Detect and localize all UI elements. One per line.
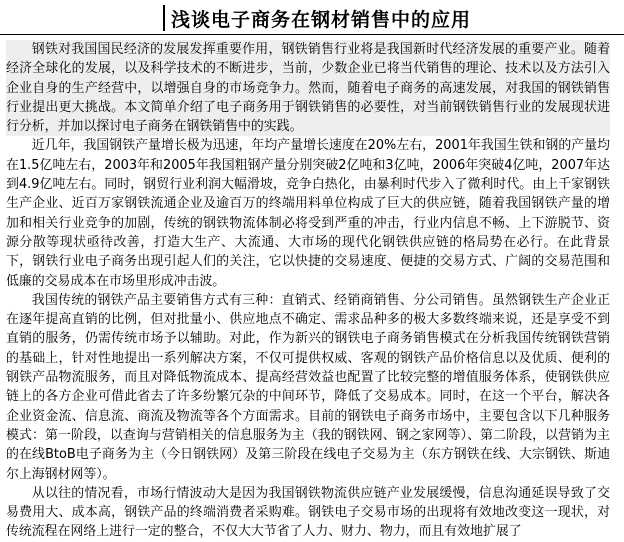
title-block (163, 4, 471, 32)
body-paragraph-3: 从以往的情况看，市场行情波动大是因为我国钢铁物流供应链产业发展缓慢，信息沟通延误导致了交易费用大、成本高，钢铁产品的终端消费者采购难。钢铁电子交易市场的出现将有效地改变这一现状，对传统流程在网络上进行一定的整合，不仅大大节省了人力、财力、物力，而且有效地扩展了 (6, 485, 610, 540)
page-title: 浅谈电子商务在钢材销售中的应用 (171, 8, 472, 31)
abstract-paragraph: 钢铁对我国国民经济的发展发挥重要作用，钢铁销售行业将是我国新时代经济发展的重要产业。随着经济全球化的发展，以及科学技术的不断进步，当前，少数企业已将当代销售的理论、技术以及方法引入企业自身的生产经营中，以增强自身的市场竞争力。然而，随着电子商务的高速发展，对我国的钢铁销售行业提出更大挑战。本文简单介绍了电子商务用于钢铁销售的必要性，对当前钢铁销售行业的发展现状进行分析，并加以探讨电子商务在钢铁销售中的实践。 (6, 40, 610, 136)
body-paragraph-1: 近几年，我国钢铁产量增长极为迅速，年均产量增长速度在20%左右，2001年我国生铁和钢的产量均在1.5亿吨左右，2003年和2005年我国粗钢产量分别突破2亿吨和3亿吨，2006年突破4亿吨，2007年达到4.9亿吨左右。同时，钢贸行业利润大幅滑坡，竞争白热化，由暴利时代步入了微利时代。由上千家钢铁生产企业、近百万家钢铁流通企业及逾百万的终端用料单位构成了巨大的供应链，随着我国钢铁产量的增加和相关行业竞争的加剧，传统的钢铁物流体制必将受到严重的冲击，行业内信息不畅、上下游脱节、资源分散等现状亟待改善，打造大生产、大流通、大市场的现代化钢铁供应链的格局势在必行。在此背景下，钢铁行业电子商务出现引起人们的关注，它以快捷的交易速度、便捷的交易方式、广阔的交易范围和低廉的交易成本在市场里形成冲击波。 (6, 138, 610, 289)
body-paragraph-2: 我国传统的钢铁产品主要销售方式有三种：直销式、经销商销售、分公司销售。虽然钢铁生产企业正在逐年提高直销的比例，但对批量小、供应地点不确定、需求品种多的极大多数终端来说，还是享受不到直销的服务，仍需传统市场予以辅助。对此，作为新兴的钢铁电子商务销售模式在分析我国传统钢铁营销的基础上，针对性地提出一系列解决方案，不仅可提供权威、客观的钢铁产品价格信息以及优质、便利的钢铁产品物流服务，而且对降低物流成本、提高经营效益也配置了比较完整的增值服务体系，使钢铁供应链上的各方企业可借此省去了许多纷繁冗杂的中间环节，降低了交易成本。同时，在这一个平台，解决各企业资金流、信息流、商流及物流等各个方面需求。目前的钢铁电子商务市场中，主要包含以下几种服务模式：第一阶段，以查询与营销相关的信息服务为主（我的钢铁网、钢之家网等）、第二阶段，以营销为主的在线BtoB电子商务为主（今日钢铁网）及第三阶段在线电子交易为主（东方钢铁在线、大宗钢铁、斯迪尔上海钢材网等）。 (6, 292, 610, 482)
title-marker (163, 5, 165, 31)
article-body (6, 40, 610, 542)
title-divider (0, 34, 624, 35)
